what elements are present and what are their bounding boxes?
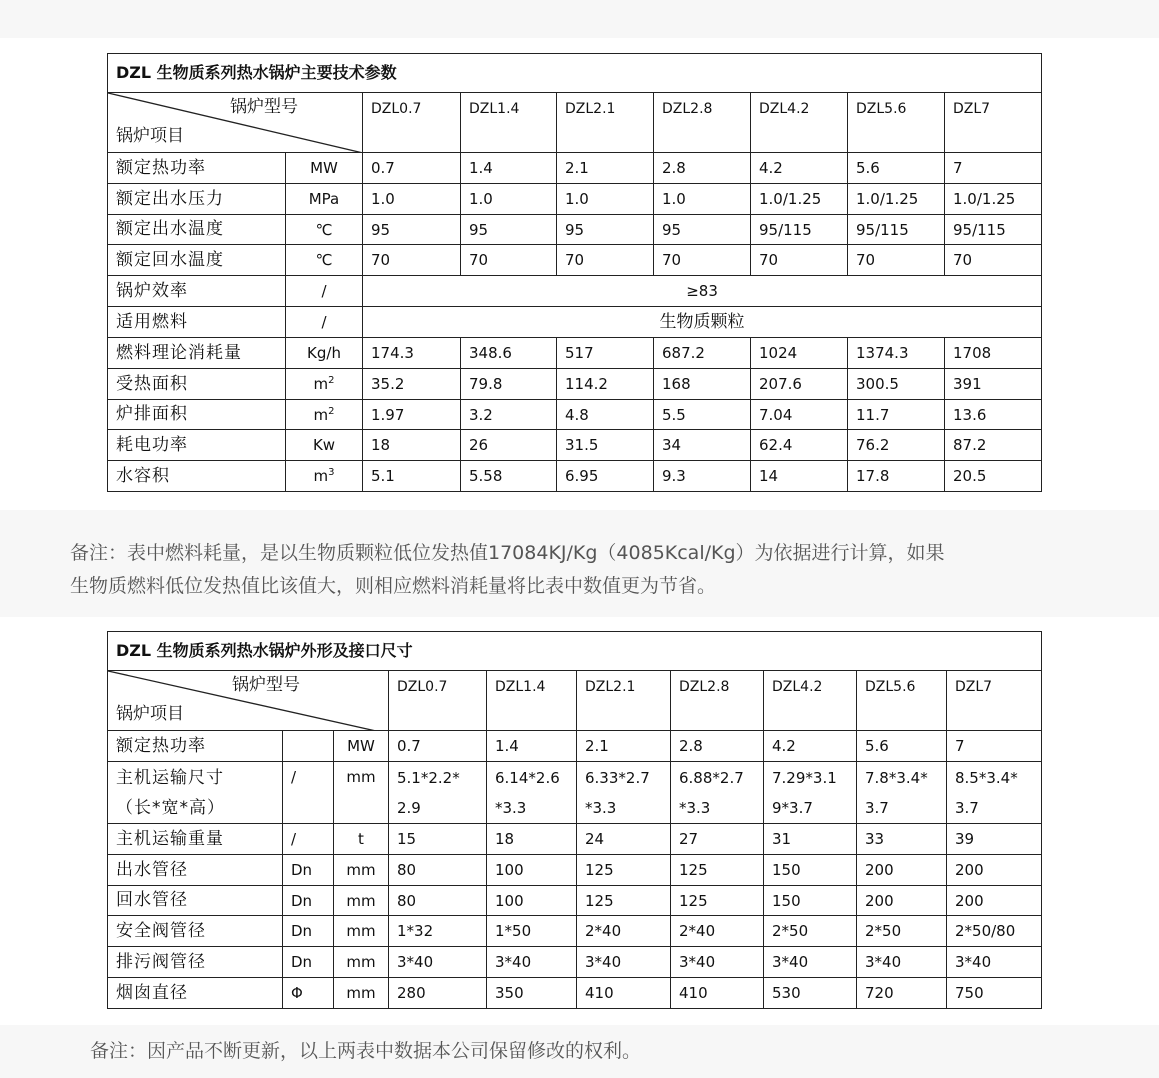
- cell: 300.5: [848, 369, 945, 400]
- cell: 174.3: [363, 338, 461, 369]
- cell: 7: [945, 153, 1042, 184]
- table-row: [108, 400, 1042, 430]
- cell: 70: [461, 245, 557, 276]
- row-unit: Kw: [286, 430, 363, 461]
- cell: 350: [487, 978, 577, 1009]
- table-row: [108, 916, 1042, 947]
- unit-base: m: [313, 405, 329, 424]
- cell: [857, 762, 947, 824]
- model-header: DZL2.1: [557, 93, 654, 153]
- cell: 15: [389, 824, 487, 855]
- cell: 530: [764, 978, 857, 1009]
- table-title-row: [108, 54, 1042, 93]
- table-header-row: [108, 671, 1042, 731]
- model-header: DZL0.7: [363, 93, 461, 153]
- unit-superscript: 2: [328, 375, 335, 386]
- cell: 200: [857, 855, 947, 886]
- cell: 3*40: [487, 947, 577, 978]
- row-label: 安全阀管径: [108, 916, 283, 947]
- cell: 70: [654, 245, 751, 276]
- cell: 2*50: [764, 916, 857, 947]
- model-header: DZL5.6: [857, 671, 947, 731]
- row-unit: [286, 461, 363, 492]
- cell: 410: [671, 978, 764, 1009]
- cell: 150: [764, 886, 857, 916]
- cell: 1708: [945, 338, 1042, 369]
- model-header: DZL1.4: [487, 671, 577, 731]
- row-unit: mm: [334, 916, 389, 947]
- cell-line: *3.3: [495, 798, 527, 817]
- row-label: 额定热功率: [108, 153, 286, 184]
- cell: 114.2: [557, 369, 654, 400]
- model-label: 锅炉型号: [232, 675, 300, 695]
- table-row: [108, 824, 1042, 855]
- cell: 168: [654, 369, 751, 400]
- cell-line: 7.29*3.1: [772, 768, 837, 787]
- cell: 3*40: [947, 947, 1042, 978]
- model-header: DZL1.4: [461, 93, 557, 153]
- cell: 70: [557, 245, 654, 276]
- cell: 95: [654, 215, 751, 245]
- table-row: [108, 978, 1042, 1009]
- row-label-line: （长*宽*高）: [116, 797, 225, 818]
- item-label: 锅炉项目: [116, 703, 184, 724]
- cell: 3*40: [577, 947, 671, 978]
- row-unit: t: [334, 824, 389, 855]
- row-unit: [286, 369, 363, 400]
- table-row: [108, 430, 1042, 461]
- cell: 5.6: [848, 153, 945, 184]
- cell: 1.0/1.25: [751, 184, 848, 215]
- cell: 3*40: [764, 947, 857, 978]
- cell-line: 5.1*2.2*: [397, 768, 460, 787]
- model-header: DZL5.6: [848, 93, 945, 153]
- table-title-row: [108, 632, 1042, 671]
- cell: 33: [857, 824, 947, 855]
- row-sub-unit: /: [283, 762, 334, 824]
- technical-parameters-table: [107, 53, 1042, 492]
- table-row: [108, 245, 1042, 276]
- row-unit: ℃: [286, 245, 363, 276]
- cell-line: *3.3: [679, 798, 711, 817]
- cell: 1.0/1.25: [945, 184, 1042, 215]
- model-header: DZL4.2: [751, 93, 848, 153]
- cell: 2*40: [577, 916, 671, 947]
- cell: 1.0/1.25: [848, 184, 945, 215]
- cell: 2*50/80: [947, 916, 1042, 947]
- cell: 200: [857, 886, 947, 916]
- note-line: 备注：表中燃料耗量，是以生物质颗粒低位发热值17084KJ/Kg（4085Kcal/Kg）为依据进行计算，如果: [70, 542, 945, 564]
- cell: 80: [389, 855, 487, 886]
- unit-superscript: 2: [328, 405, 335, 417]
- cell: 1*32: [389, 916, 487, 947]
- cell: 1*50: [487, 916, 577, 947]
- table-row: [108, 338, 1042, 369]
- cell: 1024: [751, 338, 848, 369]
- cell-line: 6.33*2.7: [585, 768, 650, 787]
- cell: [764, 762, 857, 824]
- table-row: [108, 369, 1042, 400]
- row-label: 额定出水温度: [108, 215, 286, 245]
- table1-title: DZL 生物质系列热水锅炉主要技术参数: [108, 54, 1042, 93]
- row-unit: MPa: [286, 184, 363, 215]
- table-row: [108, 886, 1042, 916]
- row-unit: mm: [334, 762, 389, 824]
- cell: 6.95: [557, 461, 654, 492]
- row-unit: [286, 400, 363, 430]
- row-sub-unit: Φ: [283, 978, 334, 1009]
- row-label: 适用燃料: [108, 307, 286, 338]
- cell: [487, 762, 577, 824]
- cell: 100: [487, 886, 577, 916]
- cell: 5.5: [654, 400, 751, 430]
- table-row: [108, 276, 1042, 307]
- row-sub-unit: Dn: [283, 916, 334, 947]
- row-label: [108, 762, 283, 824]
- item-label: 锅炉项目: [116, 125, 184, 146]
- cell: 150: [764, 855, 857, 886]
- cell-line: *3.3: [585, 798, 617, 817]
- cell: 95: [363, 215, 461, 245]
- cell: 5.1: [363, 461, 461, 492]
- row-unit: Kg/h: [286, 338, 363, 369]
- model-header: DZL2.8: [654, 93, 751, 153]
- fuel-consumption-note: [70, 537, 1150, 603]
- row-label-line: 主机运输尺寸: [116, 767, 224, 788]
- cell: 0.7: [363, 153, 461, 184]
- merged-cell: ≥83: [363, 276, 1042, 307]
- cell: 1374.3: [848, 338, 945, 369]
- cell: 3.2: [461, 400, 557, 430]
- cell: 7: [947, 731, 1042, 762]
- cell-line: 7.8*3.4*: [865, 768, 928, 787]
- cell: 62.4: [751, 430, 848, 461]
- cell: 34: [654, 430, 751, 461]
- row-label: 回水管径: [108, 886, 283, 916]
- row-unit: ℃: [286, 215, 363, 245]
- row-unit: mm: [334, 947, 389, 978]
- cell: 2*50: [857, 916, 947, 947]
- table-row: [108, 731, 1042, 762]
- model-header: DZL2.1: [577, 671, 671, 731]
- cell: 391: [945, 369, 1042, 400]
- cell: 76.2: [848, 430, 945, 461]
- model-header: DZL0.7: [389, 671, 487, 731]
- row-unit: mm: [334, 855, 389, 886]
- cell: 410: [577, 978, 671, 1009]
- cell: 1.0: [461, 184, 557, 215]
- cell: 39: [947, 824, 1042, 855]
- diagonal-header-cell: [108, 93, 363, 153]
- cell: 200: [947, 886, 1042, 916]
- row-sub-unit: Dn: [283, 855, 334, 886]
- cell: 720: [857, 978, 947, 1009]
- cell: 18: [487, 824, 577, 855]
- cell: 200: [947, 855, 1042, 886]
- cell-line: 3.7: [955, 798, 979, 817]
- cell-line: 3.7: [865, 798, 889, 817]
- cell: 27: [671, 824, 764, 855]
- row-sub-unit: [283, 731, 334, 762]
- unit-base: m: [313, 467, 329, 485]
- row-label: 主机运输重量: [108, 824, 283, 855]
- cell: 7.04: [751, 400, 848, 430]
- cell: 95/115: [945, 215, 1042, 245]
- cell: 2.1: [577, 731, 671, 762]
- row-label: 额定热功率: [108, 731, 283, 762]
- table-row: [108, 461, 1042, 492]
- cell: 2.8: [654, 153, 751, 184]
- row-sub-unit: Dn: [283, 886, 334, 916]
- unit-superscript: 3: [328, 467, 335, 478]
- cell: 20.5: [945, 461, 1042, 492]
- cell-line: 8.5*3.4*: [955, 768, 1018, 787]
- cell: 280: [389, 978, 487, 1009]
- table-row: [108, 855, 1042, 886]
- cell: [389, 762, 487, 824]
- cell: 9.3: [654, 461, 751, 492]
- cell: 1.97: [363, 400, 461, 430]
- cell: 4.2: [751, 153, 848, 184]
- cell: 348.6: [461, 338, 557, 369]
- table-row: [108, 307, 1042, 338]
- cell: 125: [671, 855, 764, 886]
- cell: 125: [577, 886, 671, 916]
- row-label: 水容积: [108, 461, 286, 492]
- cell: 26: [461, 430, 557, 461]
- cell: 13.6: [945, 400, 1042, 430]
- cell: 5.6: [857, 731, 947, 762]
- cell-line: 6.14*2.6: [495, 768, 560, 787]
- row-label: 排污阀管径: [108, 947, 283, 978]
- cell: 87.2: [945, 430, 1042, 461]
- cell: 2.8: [671, 731, 764, 762]
- model-header: DZL2.8: [671, 671, 764, 731]
- row-unit: MW: [286, 153, 363, 184]
- row-unit: mm: [334, 886, 389, 916]
- table-row: [108, 153, 1042, 184]
- cell: 3*40: [671, 947, 764, 978]
- row-label: 炉排面积: [108, 400, 286, 430]
- cell: 125: [577, 855, 671, 886]
- table-row: [108, 947, 1042, 978]
- cell: 70: [848, 245, 945, 276]
- cell: 517: [557, 338, 654, 369]
- row-label: 出水管径: [108, 855, 283, 886]
- unit-base: m: [313, 375, 329, 393]
- cell: 750: [947, 978, 1042, 1009]
- row-unit: mm: [334, 978, 389, 1009]
- cell: 11.7: [848, 400, 945, 430]
- cell: [671, 762, 764, 824]
- diagonal-header-cell: [108, 671, 389, 731]
- cell: 35.2: [363, 369, 461, 400]
- cell: 95/115: [848, 215, 945, 245]
- table-row: [108, 215, 1042, 245]
- cell-line: 6.88*2.7: [679, 768, 744, 787]
- cell: 125: [671, 886, 764, 916]
- table-row: [108, 762, 1042, 824]
- row-label: 额定回水温度: [108, 245, 286, 276]
- cell: 2.1: [557, 153, 654, 184]
- row-label: 烟囱直径: [108, 978, 283, 1009]
- cell: 31.5: [557, 430, 654, 461]
- cell: 4.8: [557, 400, 654, 430]
- cell: 100: [487, 855, 577, 886]
- table-header-row: [108, 93, 1042, 153]
- cell: 1.0: [557, 184, 654, 215]
- cell: 1.4: [487, 731, 577, 762]
- model-header: DZL7: [947, 671, 1042, 731]
- cell: 1.4: [461, 153, 557, 184]
- cell: 24: [577, 824, 671, 855]
- cell: 95: [557, 215, 654, 245]
- rights-reserved-note: 备注：因产品不断更新，以上两表中数据本公司保留修改的权利。: [90, 1040, 642, 1062]
- cell: 1.0: [363, 184, 461, 215]
- cell: 3*40: [857, 947, 947, 978]
- model-label: 锅炉型号: [230, 97, 298, 117]
- row-unit: /: [286, 307, 363, 338]
- cell: 207.6: [751, 369, 848, 400]
- cell-line: 2.9: [397, 798, 421, 817]
- dimensions-table: [107, 631, 1042, 1009]
- cell: 2*40: [671, 916, 764, 947]
- row-sub-unit: /: [283, 824, 334, 855]
- cell: 3*40: [389, 947, 487, 978]
- cell: 70: [945, 245, 1042, 276]
- cell: 70: [363, 245, 461, 276]
- row-unit: /: [286, 276, 363, 307]
- cell: 5.58: [461, 461, 557, 492]
- row-unit: MW: [334, 731, 389, 762]
- cell: 79.8: [461, 369, 557, 400]
- cell: 0.7: [389, 731, 487, 762]
- cell: 17.8: [848, 461, 945, 492]
- cell: 18: [363, 430, 461, 461]
- row-sub-unit: Dn: [283, 947, 334, 978]
- cell: 95/115: [751, 215, 848, 245]
- model-header: DZL4.2: [764, 671, 857, 731]
- cell: 31: [764, 824, 857, 855]
- cell: 70: [751, 245, 848, 276]
- row-label: 锅炉效率: [108, 276, 286, 307]
- row-label: 额定出水压力: [108, 184, 286, 215]
- cell: [577, 762, 671, 824]
- cell: 1.0: [654, 184, 751, 215]
- cell: 687.2: [654, 338, 751, 369]
- row-label: 耗电功率: [108, 430, 286, 461]
- row-label: 燃料理论消耗量: [108, 338, 286, 369]
- model-header: DZL7: [945, 93, 1042, 153]
- note-line: 生物质燃料低位发热值比该值大，则相应燃料消耗量将比表中数值更为节省。: [70, 575, 717, 597]
- merged-cell: 生物质颗粒: [363, 307, 1042, 338]
- table-row: [108, 184, 1042, 215]
- cell: [947, 762, 1042, 824]
- table2-title: DZL 生物质系列热水锅炉外形及接口尺寸: [108, 632, 1042, 671]
- cell: 80: [389, 886, 487, 916]
- cell: 95: [461, 215, 557, 245]
- cell: 14: [751, 461, 848, 492]
- cell-line: 9*3.7: [772, 798, 813, 817]
- row-label: 受热面积: [108, 369, 286, 400]
- cell: 4.2: [764, 731, 857, 762]
